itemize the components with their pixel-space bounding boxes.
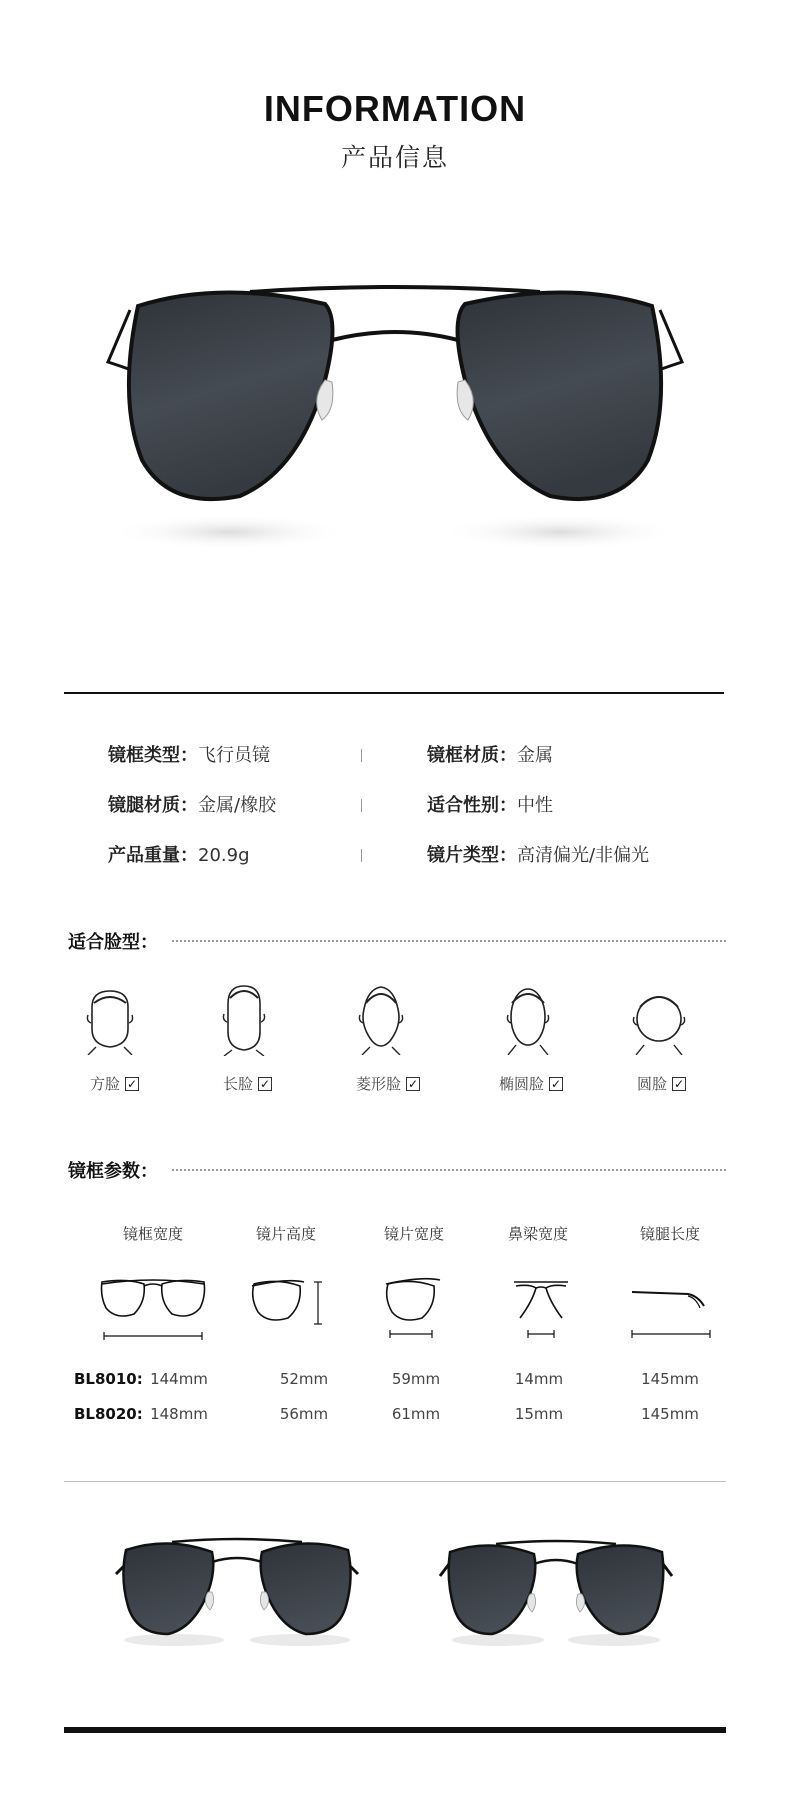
checkbox-checked-icon: ✓: [259, 1076, 271, 1091]
param-header-lens-width: 镜片宽度: [383, 1225, 444, 1243]
divider-middle: [64, 1481, 726, 1482]
measurement-value: 14mm: [514, 1370, 564, 1388]
face-label: 椭圆脸: [499, 1075, 545, 1093]
spec-value: 飞行员镜: [198, 745, 270, 766]
param-header-bridge-width: 鼻梁宽度: [507, 1225, 568, 1243]
section-title-en: INFORMATION: [263, 88, 527, 129]
params-section-title: 镜框参数：: [68, 1161, 158, 1182]
spec-temple-material: [108, 791, 276, 817]
measurement-value: 145mm: [641, 1370, 699, 1388]
measurement-value: 148mm: [150, 1405, 208, 1423]
checkbox-checked-icon: ✓: [550, 1076, 562, 1091]
hero-sunglasses-image: [100, 270, 690, 620]
face-item-long: [223, 1073, 272, 1094]
checkbox-checked-icon: ✓: [673, 1076, 685, 1091]
spec-weight: [108, 841, 250, 867]
face-label: 圆脸: [637, 1075, 668, 1093]
face-label: 方脸: [90, 1075, 121, 1093]
spec-label: 适合性别：: [427, 795, 517, 816]
spec-separator: [361, 799, 362, 812]
section-title-cn: 产品信息: [340, 143, 449, 172]
spec-label: 产品重量：: [108, 845, 198, 866]
checkbox-checked-icon: ✓: [407, 1076, 419, 1091]
face-item-round: [637, 1073, 686, 1094]
face-round-icon: [630, 985, 688, 1055]
measurement-value: 145mm: [641, 1405, 699, 1423]
face-square-icon: [82, 985, 138, 1055]
face-item-square: [90, 1073, 139, 1094]
checkbox-checked-icon: ✓: [126, 1076, 138, 1091]
dotted-rule: [172, 940, 726, 942]
model-name: BL8020:: [74, 1405, 143, 1423]
divider-top: [64, 692, 724, 694]
spec-lens-type: [427, 841, 649, 867]
measurement-value: 144mm: [150, 1370, 208, 1388]
faces-section-title: 适合脸型：: [68, 932, 158, 953]
spec-value: 20.9g: [198, 845, 250, 866]
product-sunglasses-front-image: [112, 1530, 362, 1650]
measurement-value: 61mm: [391, 1405, 441, 1423]
param-header-temple-length: 镜腿长度: [639, 1225, 700, 1243]
spec-separator: [361, 749, 362, 762]
temple-length-diagram: [628, 1272, 714, 1344]
spec-value: 高清偏光/非偏光: [517, 845, 650, 866]
measurement-value: 56mm: [279, 1405, 329, 1423]
spec-label: 镜框类型：: [108, 745, 198, 766]
face-diamond-icon: [352, 983, 410, 1055]
face-oval-icon: [500, 983, 556, 1055]
spec-value: 金属: [517, 745, 553, 766]
spec-value: 金属/橡胶: [198, 795, 277, 816]
spec-gender: [427, 791, 553, 817]
measurement-value: 59mm: [391, 1370, 441, 1388]
param-header-frame-width: 镜框宽度: [122, 1225, 183, 1243]
spec-frame-type: [108, 741, 270, 767]
spec-value: 中性: [517, 795, 553, 816]
model-name: BL8010:: [74, 1370, 143, 1388]
frame-width-diagram: [96, 1272, 210, 1344]
face-item-diamond: [356, 1073, 420, 1094]
spec-label: 镜片类型：: [427, 845, 517, 866]
spec-label: 镜腿材质：: [108, 795, 198, 816]
product-sunglasses-angle-image: [438, 1530, 674, 1650]
lens-height-diagram: [248, 1272, 324, 1344]
face-label: 菱形脸: [356, 1075, 402, 1093]
measurement-value: 15mm: [514, 1405, 564, 1423]
lens-width-diagram: [382, 1272, 446, 1344]
dotted-rule: [172, 1169, 726, 1171]
face-label: 长脸: [223, 1075, 254, 1093]
bridge-width-diagram: [510, 1272, 572, 1344]
spec-label: 镜框材质：: [427, 745, 517, 766]
face-long-icon: [216, 982, 272, 1056]
face-item-oval: [499, 1073, 563, 1094]
param-header-lens-height: 镜片高度: [255, 1225, 316, 1243]
measurement-value: 52mm: [279, 1370, 329, 1388]
spec-separator: [361, 849, 362, 862]
spec-frame-material: [427, 741, 553, 767]
divider-bottom: [64, 1727, 726, 1733]
